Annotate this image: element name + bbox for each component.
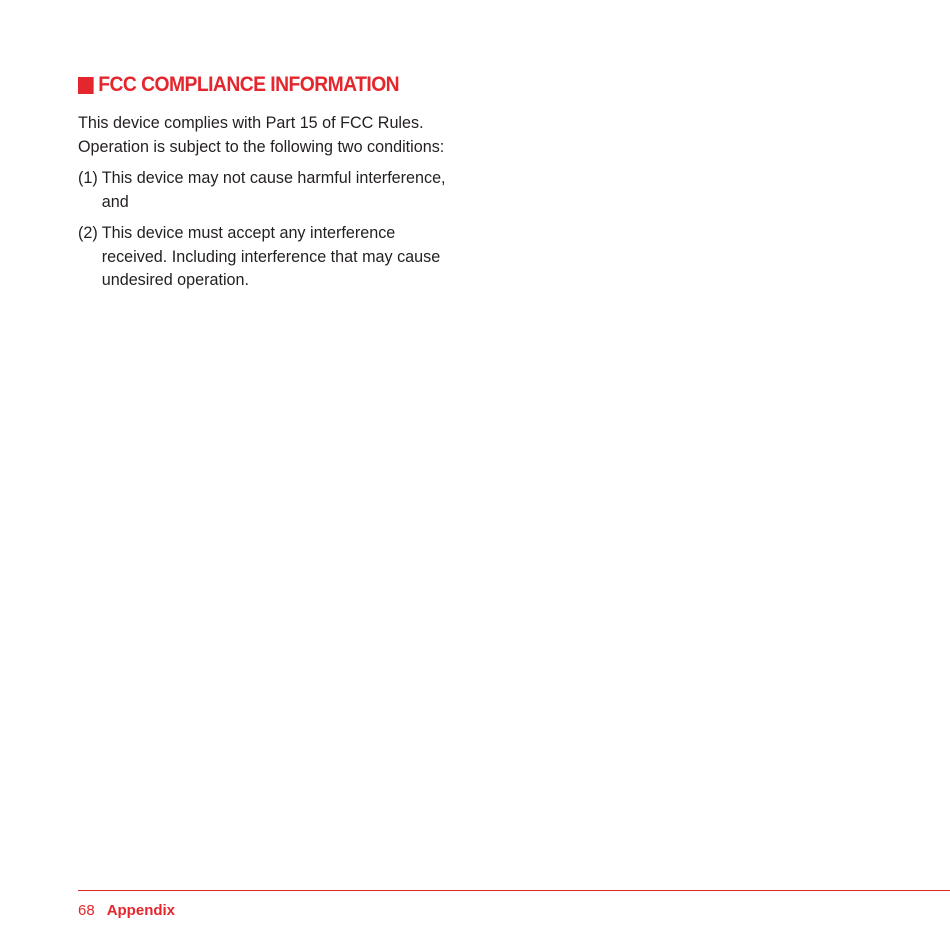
intro-paragraph: This device complies with Part 15 of FCC Rules. Operation is subject to the following two conditions:	[78, 113, 445, 156]
footer-section-name: Appendix	[106, 902, 176, 919]
fcc-compliance-section	[78, 72, 468, 300]
condition-number: (1)	[78, 168, 98, 187]
section-heading	[78, 72, 437, 98]
page-footer	[78, 902, 175, 920]
condition-number: (2)	[78, 223, 98, 242]
red-square-icon	[78, 77, 94, 94]
footer-divider	[78, 890, 950, 891]
condition-item	[78, 221, 458, 292]
condition-text: This device must accept any interference received. Including interference that may cause undesired operation.	[101, 223, 441, 289]
section-heading-text: FCC COMPLIANCE INFORMATION	[98, 73, 400, 96]
condition-item	[78, 166, 458, 213]
page-number: 68	[78, 902, 95, 919]
condition-text: This device may not cause harmful interference, and	[101, 168, 446, 211]
